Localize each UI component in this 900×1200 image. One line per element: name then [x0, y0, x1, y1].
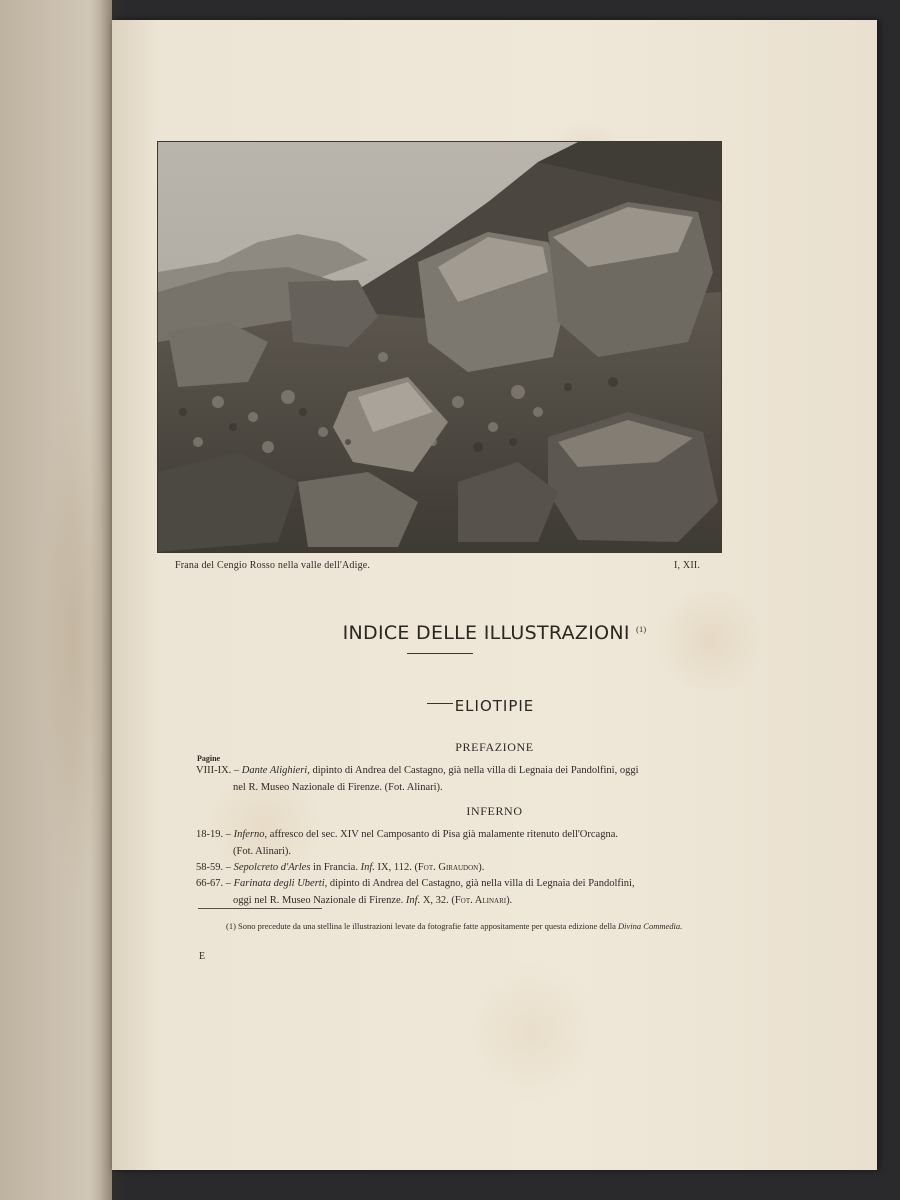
entry-title: Sepolcreto d'Arles	[233, 862, 311, 873]
entry-continuation-text: oggi nel R. Museo Nazionale di Firenze.	[233, 895, 404, 906]
entry-continuation: (Fot. Alinari).	[233, 846, 292, 857]
entry-title: Farinata degli Uberti	[233, 878, 325, 889]
title-footnote-mark: (1)	[636, 625, 647, 634]
subtitle-rule	[427, 703, 453, 704]
entry-pages: 66-67.	[196, 878, 224, 889]
section-heading-prefazione: PREFAZIONE	[455, 740, 534, 754]
signature-mark: E	[199, 951, 206, 962]
plate-number: I, XII.	[674, 560, 701, 571]
entry-ref: X, 32. (Fot. Alinari).	[422, 895, 513, 906]
entry-ref-label: Inf.	[405, 895, 421, 906]
book-page	[112, 20, 877, 1170]
entry-pages: VIII-IX.	[196, 765, 232, 776]
entry-text: , dipinto di Andrea del Castagno, già nella villa di Legnaia dei Pandolfini,	[324, 878, 635, 889]
pagine-label: Pagine	[197, 754, 221, 763]
index-entry: 18-19. – Inferno, affresco del sec. XIV nel Camposanto di Pisa già malamente ritenuto dell'Orcagna. (Fot. Alinari).	[196, 826, 698, 860]
footnote-rule	[198, 908, 322, 909]
entry-continuation: nel R. Museo Nazionale di Firenze. (Fot. Alinari).	[233, 782, 443, 793]
footnote-text: (1) Sono precedute da una stellina le illustrazioni levate da fotografie fatte appositamente per questa edizione della	[226, 921, 616, 931]
landscape-photograph	[157, 141, 722, 553]
eliotipie-heading: ELIOTIPIE	[454, 697, 535, 715]
footnote-book-title: Divina Commedia.	[618, 921, 683, 931]
section-heading-inferno: INFERNO	[466, 804, 523, 818]
index-title-text: INDICE DELLE ILLUSTRAZIONI	[342, 622, 630, 644]
entry-pages: 18-19.	[196, 829, 224, 840]
title-rule	[407, 653, 473, 654]
index-entry: 66-67. – Farinata degli Uberti, dipinto di Andrea del Castagno, già nella villa di Legnaia dei Pandolfini, oggi nel R. Museo Nazionale di Firenze. Inf. X, 32. (Fot. Alinari).	[196, 875, 698, 909]
entry-text: , affresco del sec. XIV nel Camposanto di Pisa già malamente ritenuto dell'Orcagna.	[264, 829, 618, 840]
entry-text: in Francia.	[310, 862, 358, 873]
entry-pages: 58-59.	[196, 862, 224, 873]
entry-text: , dipinto di Andrea del Castagno, già nella villa di Legnaia dei Pandolfini, oggi	[307, 765, 639, 776]
entry-title: Inferno	[233, 829, 265, 840]
entry-ref: IX, 112. (Fot. Giraudon).	[377, 862, 485, 873]
entry-title: Dante Alighieri	[241, 765, 308, 776]
index-entry: 58-59. – Sepolcreto d'Arles in Francia. Inf. IX, 112. (Fot. Giraudon).	[196, 862, 485, 873]
entry-ref-label: Inf.	[360, 862, 375, 873]
footnote	[198, 919, 698, 934]
left-page-edge	[0, 0, 112, 1200]
index-title	[112, 622, 877, 644]
index-entry: VIII-IX. – Dante Alighieri, dipinto di Andrea del Castagno, già nella villa di Legnaia dei Pandolfini, oggi nel R. Museo Nazionale di Firenze. (Fot. Alinari).	[196, 762, 698, 796]
entry-continuation	[196, 892, 698, 909]
photo-caption: Frana del Cengio Rosso nella valle dell'Adige.	[175, 560, 371, 571]
